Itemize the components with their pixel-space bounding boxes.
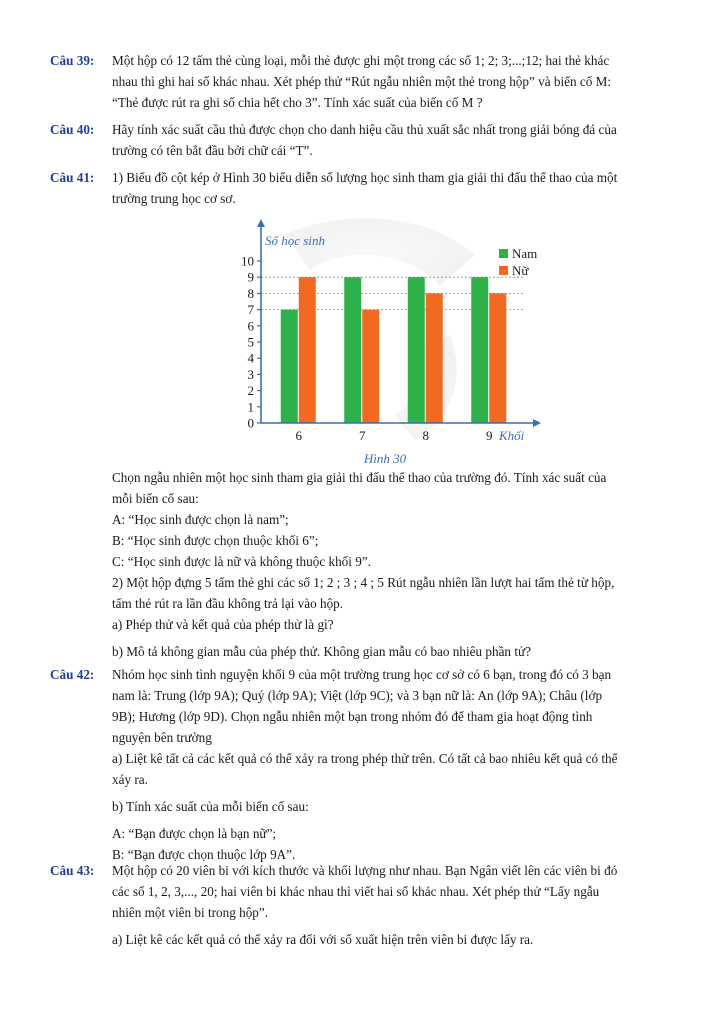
chart-svg bbox=[225, 215, 555, 475]
legend-label: Nam bbox=[512, 246, 538, 261]
question-40 bbox=[50, 119, 675, 161]
question-43-part-a: a) Liệt kê các kết quả có thể xảy ra đối với số xuất hiện trên viên bi được lấy ra. bbox=[112, 932, 534, 947]
bar-nữ-7 bbox=[362, 310, 379, 423]
bar-nam-7 bbox=[344, 277, 361, 423]
bar-nam-9 bbox=[471, 277, 488, 423]
question-42-part-a: a) Liệt kê tất cả các kết quả có thể xảy ra trong phép thử trên. Có tất cả bao nhiêu kết quả có thể bbox=[112, 751, 618, 766]
question-41-intro-line: 1) Biểu đồ cột kép ở Hình 30 biểu diễn số lượng học sinh tham gia giải thi đấu thể thao của một bbox=[112, 170, 618, 185]
y-tick-label: 6 bbox=[247, 318, 254, 334]
question-41-part-a: a) Phép thử và kết quả của phép thử là gì? bbox=[112, 617, 334, 632]
question-43-line: Một hộp có 20 viên bi với kích thước và khối lượng như nhau. Bạn Ngân viết lên các viên bi đó bbox=[112, 863, 618, 878]
x-tick-label: 9 bbox=[486, 428, 493, 443]
question-39-label: Câu 39: bbox=[50, 53, 95, 68]
question-39-line: nhau thì ghi hai số khác nhau. Xét phép thử “Rút ngẫu nhiên một thẻ trong hộp” và biến cố M: bbox=[112, 74, 612, 89]
question-42-part-b: b) Tính xác suất của mỗi biến cố sau: bbox=[112, 799, 309, 814]
y-axis-arrow bbox=[257, 219, 265, 227]
question-40-line: trường có tên bắt đầu bởi chữ cái “T”. bbox=[112, 143, 313, 158]
bar-nam-6 bbox=[281, 310, 298, 423]
y-tick-label: 8 bbox=[247, 285, 254, 301]
event-b: B: “Học sinh được chọn thuộc khối 6”; bbox=[112, 533, 319, 548]
y-tick-label: 7 bbox=[247, 302, 254, 318]
question-42-line: nguyện bên trường bbox=[112, 730, 212, 745]
question-41-intro-line: trường trung học cơ sơ. bbox=[112, 191, 236, 206]
question-43-line: nhiên một viên bi trong hộp”. bbox=[112, 905, 269, 920]
question-42-line: xảy ra. bbox=[112, 772, 148, 787]
question-41-label: Câu 41: bbox=[50, 170, 95, 185]
y-axis-title: Số học sinh bbox=[265, 233, 325, 248]
bar-chart bbox=[225, 215, 555, 475]
question-43-line: các số 1, 2, 3,..., 20; hai viên bi khác nhau thì viết hai số khác nhau. Xét phép thử “Lấy ngẫu bbox=[112, 884, 600, 899]
question-39-line: “Thẻ được rút ra ghi số chia hết cho 3”. Tính xác suất của biến cố M ? bbox=[112, 95, 483, 110]
x-tick-label: 7 bbox=[359, 428, 366, 443]
question-42-label: Câu 42: bbox=[50, 667, 95, 682]
legend-label: Nữ bbox=[512, 263, 529, 278]
event-c: C: “Học sinh được là nữ và không thuộc khối 9”. bbox=[112, 554, 371, 569]
question-42-line: Nhóm học sinh tình nguyện khối 9 của một trường trung học cơ sở có 6 bạn, trong đó có 3 bạn bbox=[112, 667, 612, 682]
question-41-line: tấm thẻ rút ra lần đầu không trả lại vào hộp. bbox=[112, 596, 344, 611]
question-39-line: Một hộp có 12 tấm thẻ cùng loại, mỗi thẻ được ghi một trong các số 1; 2; 3;...;12; hai thẻ khác bbox=[112, 53, 610, 68]
question-42-line: 9B); Hương (lớp 9D). Chọn ngẫu nhiên một bạn trong nhóm đó để tham gia hoạt động tình bbox=[112, 709, 593, 724]
y-tick-label: 4 bbox=[247, 350, 254, 366]
y-tick-label: 10 bbox=[241, 253, 254, 269]
question-41-line: 2) Một hộp đựng 5 tấm thẻ ghi các số 1; 2 ; 3 ; 4 ; 5 Rút ngẫu nhiên lần lượt hai tấm thẻ từ hộp, bbox=[112, 575, 615, 590]
bar-nữ-9 bbox=[489, 293, 506, 423]
legend-swatch-nam bbox=[499, 249, 508, 258]
y-tick-label: 1 bbox=[247, 399, 254, 415]
legend-swatch-nữ bbox=[499, 266, 508, 275]
question-39 bbox=[50, 50, 675, 113]
event-a: A: “Học sinh được chọn là nam”; bbox=[112, 512, 289, 527]
question-41-part-b: b) Mô tả không gian mẫu của phép thử. Không gian mẫu có bao nhiêu phần tử? bbox=[112, 644, 531, 659]
figure-caption: Hình 30 bbox=[363, 451, 407, 466]
y-tick-label: 5 bbox=[247, 334, 254, 350]
y-tick-label: 0 bbox=[247, 415, 254, 431]
y-tick-label: 3 bbox=[247, 366, 254, 382]
question-42 bbox=[50, 664, 675, 865]
event-a: A: “Bạn được chọn là bạn nữ”; bbox=[112, 826, 277, 841]
question-40-line: Hãy tính xác suất cầu thủ được chọn cho danh hiệu cầu thủ xuất sắc nhất trong giải bóng đá của bbox=[112, 122, 617, 137]
y-tick-label: 9 bbox=[247, 269, 254, 285]
x-tick-label: 6 bbox=[295, 428, 302, 443]
question-41-line: Chọn ngẫu nhiên một học sinh tham gia giải thi đấu thể thao của trường đó. Tính xác suất của bbox=[112, 470, 607, 485]
bar-nữ-8 bbox=[426, 293, 443, 423]
question-43 bbox=[50, 860, 675, 950]
event-b: B: “Bạn được chọn thuộc lớp 9A”. bbox=[112, 847, 296, 862]
question-40-label: Câu 40: bbox=[50, 122, 95, 137]
x-tick-label: 8 bbox=[422, 428, 429, 443]
x-axis-title: Khối bbox=[499, 428, 525, 443]
bar-nữ-6 bbox=[299, 277, 316, 423]
question-42-line: nam là: Trung (lớp 9A); Quý (lớp 9A); Việt (lớp 9C); và 3 bạn nữ là: An (lớp 9A); Châu (lớp bbox=[112, 688, 603, 703]
chart-bars bbox=[281, 277, 507, 423]
x-axis-arrow bbox=[533, 419, 541, 427]
y-tick-label: 2 bbox=[247, 383, 254, 399]
question-41-line: mỗi biến cố sau: bbox=[112, 491, 199, 506]
question-43-label: Câu 43: bbox=[50, 863, 95, 878]
bar-nam-8 bbox=[408, 277, 425, 423]
